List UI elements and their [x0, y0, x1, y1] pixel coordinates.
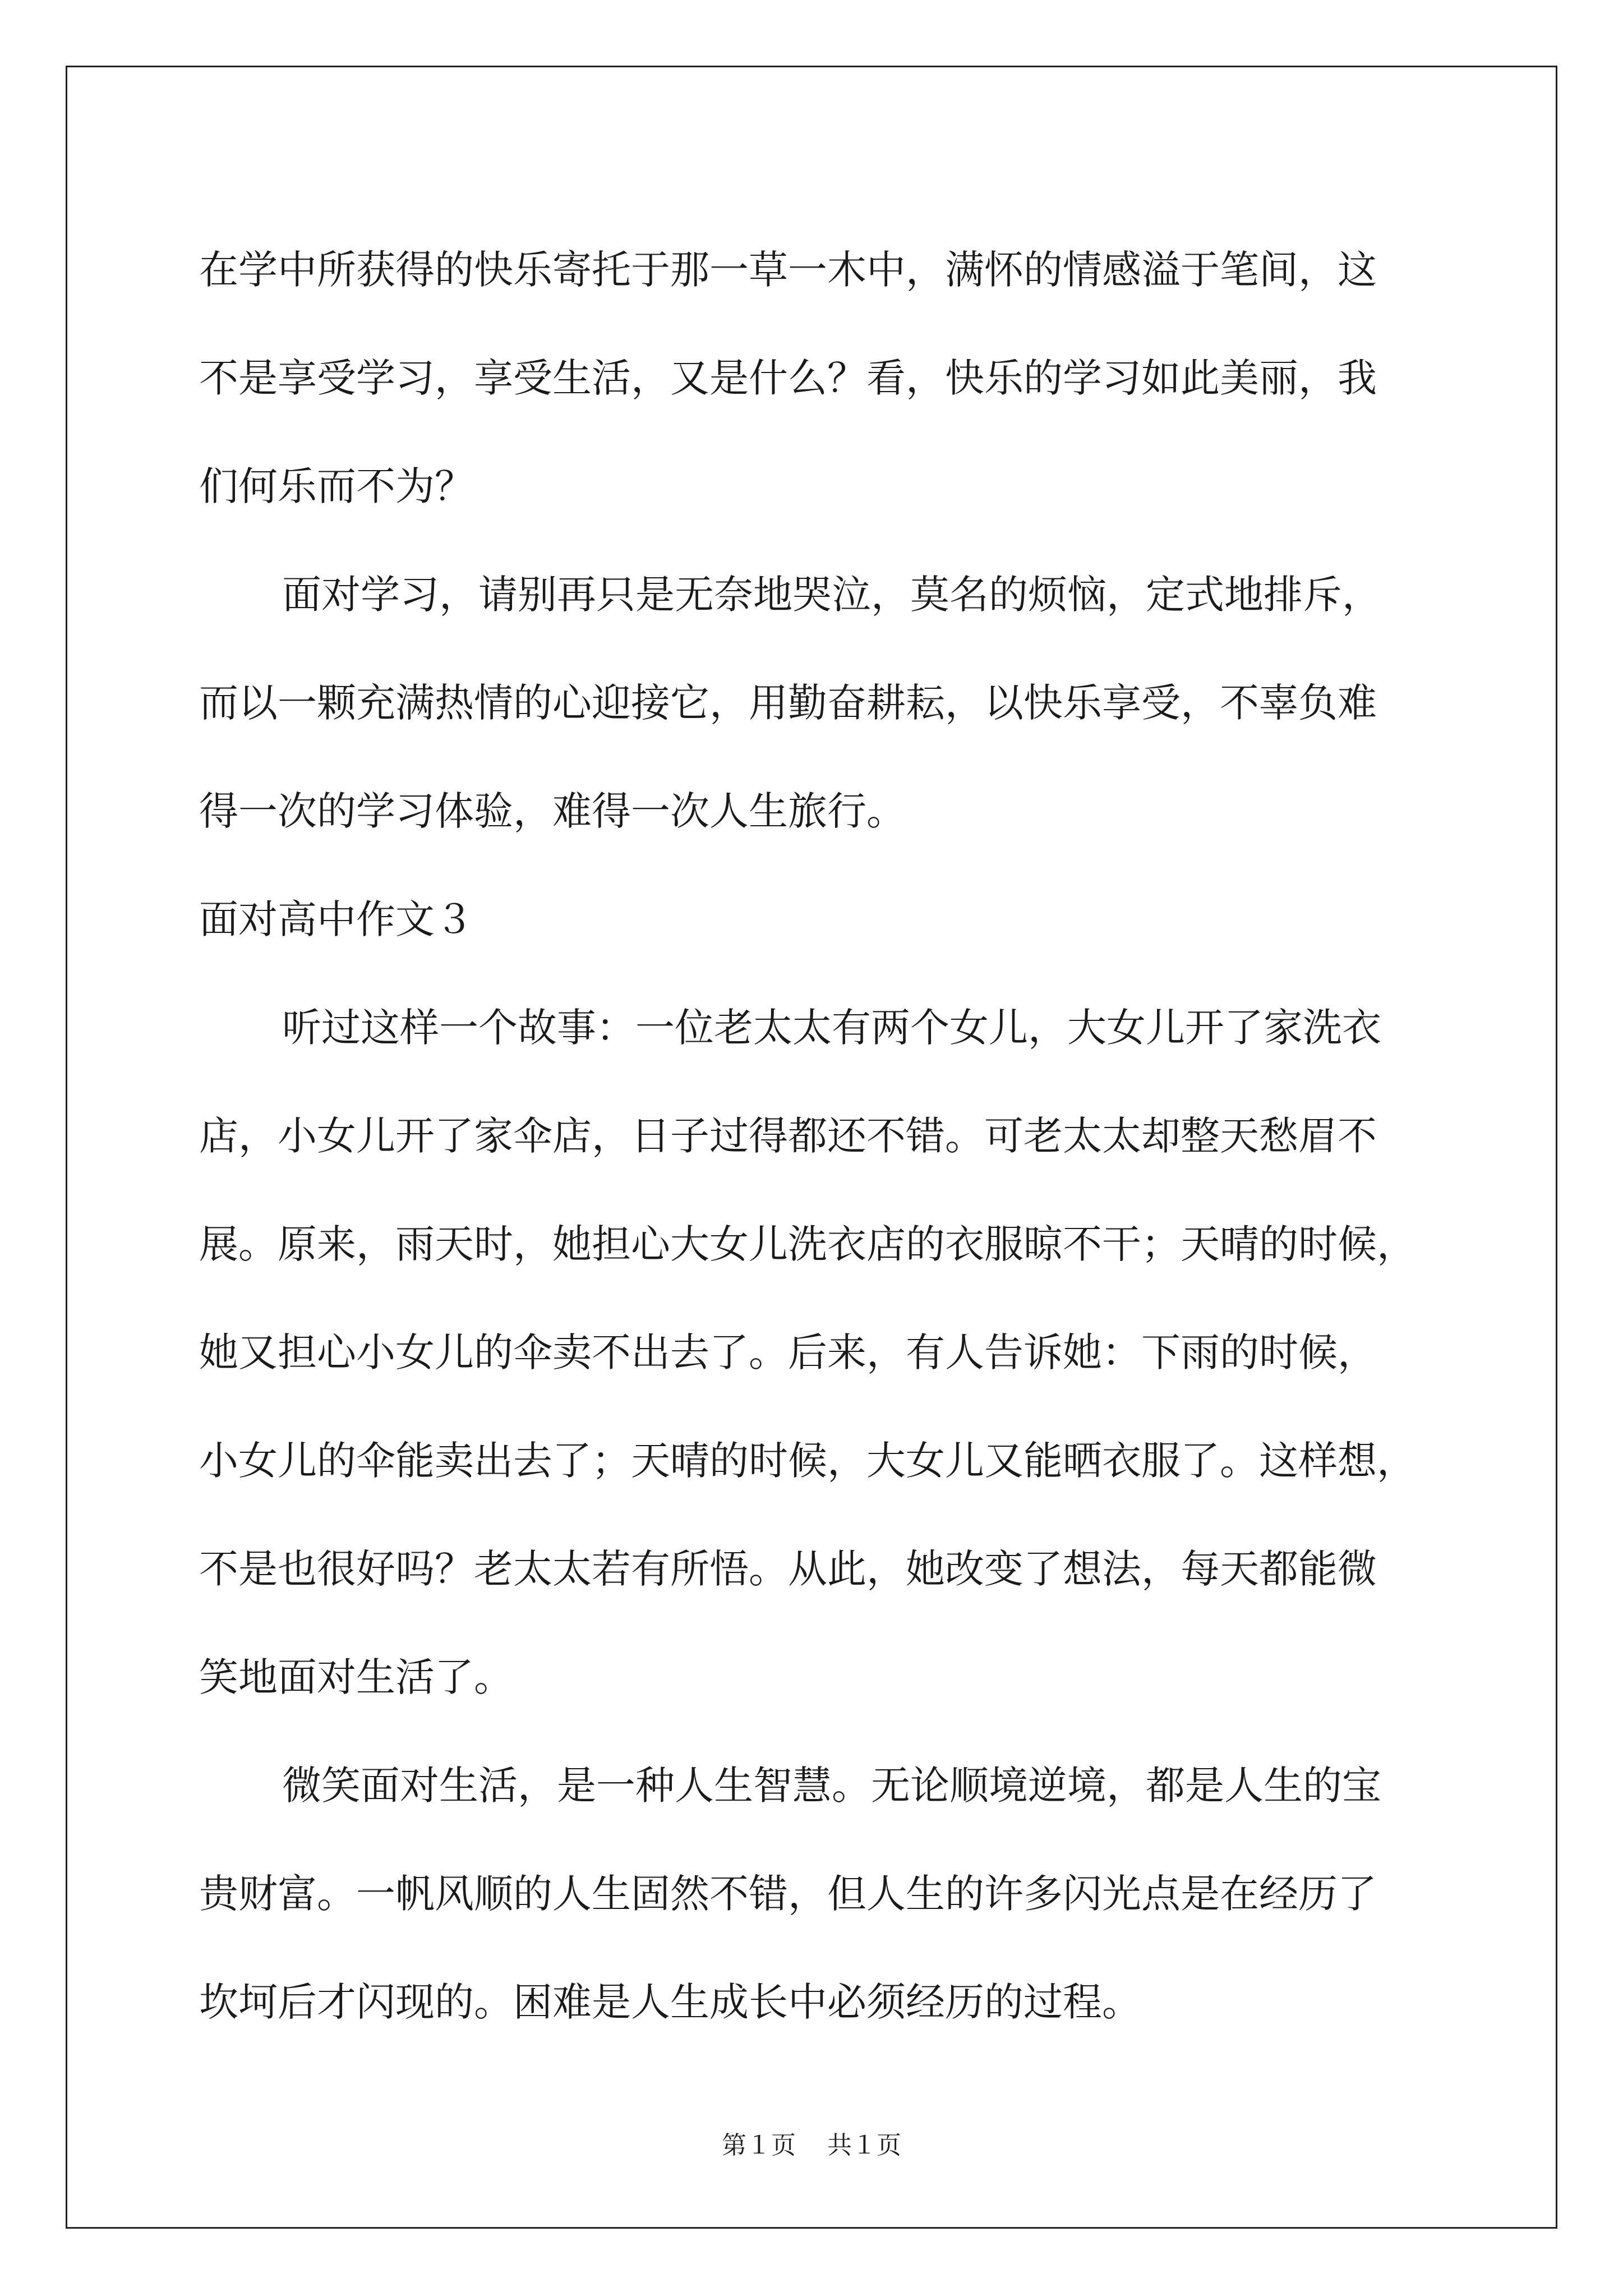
text-line: 得一次的学习体验，难得一次人生旅行。	[199, 788, 906, 834]
text-line: 她又担心小女儿的伞卖不出去了。后来，有人告诉她：下雨的时候，	[199, 1329, 1377, 1375]
page-number: 第１页	[722, 2131, 796, 2160]
paragraph-1	[199, 216, 1450, 541]
text-line: 坎坷后才闪现的。困难是人生成长中必须经历的过程。	[199, 1979, 1141, 2025]
text-line: 在学中所获得的快乐寄托于那一草一木中，满怀的情感溢于笔间，这	[199, 247, 1377, 293]
text-line: 们何乐而不为？	[199, 463, 474, 509]
heading-text: 面对高中作文３	[199, 896, 474, 942]
text-line: 不是享受学习，享受生活，又是什么？看，快乐的学习如此美丽，我	[199, 355, 1377, 401]
text-line: 展。原来，雨天时，她担心大女儿洗衣店的衣服晾不干；天晴的时候，	[199, 1221, 1416, 1267]
text-line: 小女儿的伞能卖出去了；天晴的时候，大女儿又能晒衣服了。这样想，	[199, 1438, 1416, 1484]
text-line: 笑地面对生活了。	[199, 1654, 513, 1700]
page-footer	[0, 2129, 1623, 2162]
section-heading	[199, 866, 1450, 974]
text-line: 店，小女儿开了家伞店，日子过得都还不错。可老太太却整天愁眉不	[199, 1113, 1377, 1159]
text-line: 听过这样一个故事：一位老太太有两个女儿，大女儿开了家洗衣	[282, 1005, 1381, 1051]
text-line: 微笑面对生活，是一种人生智慧。无论顺境逆境，都是人生的宝	[282, 1763, 1381, 1809]
page-total: 共１页	[827, 2131, 901, 2160]
text-line: 贵财富。一帆风顺的人生固然不错，但人生的许多闪光点是在经历了	[199, 1871, 1377, 1917]
paragraph-4	[199, 1732, 1450, 2056]
paragraph-3	[199, 974, 1450, 1732]
text-line: 不是也很好吗？老太太若有所悟。从此，她改变了想法，每天都能微	[199, 1546, 1377, 1592]
text-line: 而以一颗充满热情的心迎接它，用勤奋耕耘，以快乐享受，不辜负难	[199, 680, 1377, 726]
paragraph-2	[199, 541, 1450, 866]
document-body	[199, 216, 1450, 2056]
text-line: 面对学习，请别再只是无奈地哭泣，莫名的烦恼，定式地排斥，	[282, 572, 1381, 618]
